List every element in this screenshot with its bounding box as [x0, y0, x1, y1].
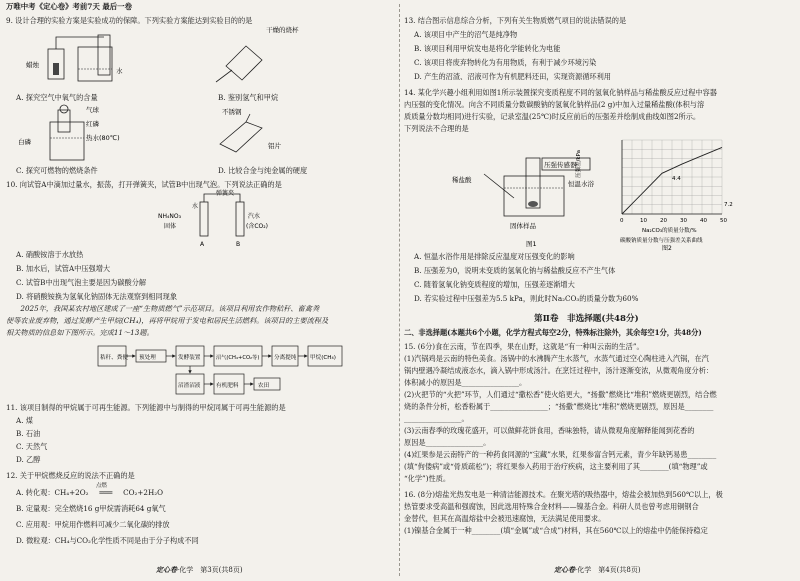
- q11-option-b: B. 石油: [16, 429, 41, 438]
- flow-box-ferment: 发酵装置: [178, 355, 201, 361]
- q9-option-b: B. 鉴别氢气和甲烷: [218, 93, 279, 102]
- q12-option-b: B. 定量观：完全燃烧16 g甲烷需消耗64 g氧气: [16, 504, 166, 513]
- flowchart: [96, 342, 346, 398]
- q9-option-d: D. 比较合金与纯金属的硬度: [218, 166, 308, 175]
- q10-option-c: C. 试管B中出现气泡主要是因为碳酸分解: [16, 278, 147, 287]
- q12-option-c: C. 应用观：甲烷用作燃料可减少二氧化碳的排放: [16, 520, 170, 529]
- footer-right: [554, 565, 641, 575]
- q12a-arrow: 点燃 ═══: [95, 483, 113, 497]
- fig1-caption: 图1: [526, 240, 537, 248]
- q16-line-4: (1)镍基合金属于一种________(填“金属”或“合成”)材料，其在560℃以上的熔盐中仍能保持稳定: [404, 526, 708, 535]
- q15-line-11: (填“佝偻病”或“骨质疏松”)；将红果参入药用于治疗疾病，这主要利用了其________(填“物理”或: [404, 462, 708, 471]
- q9-figure-a: [26, 27, 136, 89]
- q15-line-8: (3)云南春季的玫瑰花盛开，可以做鲜花饼食用，香味独特，请从微观角度解释能闻到花香的: [404, 426, 695, 435]
- q16-line-3: 金替代，但其在高温熔盐中会被迅速腐蚀，无法满足使用要求。: [404, 514, 606, 523]
- q9a-label-candle: 蜡烛: [26, 61, 39, 69]
- q9c-label-hot-water: 热水(80℃): [86, 134, 120, 142]
- section-2-title: 第Ⅱ卷 非选择题(共48分): [534, 314, 639, 324]
- q13-option-b: B. 该项目利用甲烷发电是将化学能转化为电能: [414, 44, 561, 53]
- q10-option-a: A. 硝酸铵溶于水放热: [16, 250, 84, 259]
- q15-line-5: (2)火把节的“火把”环节，人们通过“撒松香”使火焰更大，“扬撒”燃烧比“堆积”燃烧更剧烈，结合燃: [404, 390, 717, 399]
- q15-line-9: 原因是________________。: [404, 438, 491, 447]
- q10-label-solid: 固体: [164, 223, 177, 230]
- flow-box-pretreat: 预处理: [139, 355, 156, 361]
- q9-option-c: C. 探究可燃物的燃烧条件: [16, 166, 98, 175]
- q9c-label-balloon: 气球: [86, 106, 99, 114]
- flow-box-residue: 沼渣沼液: [178, 383, 201, 389]
- q9a-label-water: 水: [116, 67, 123, 75]
- chart-x-tick: 40: [700, 218, 707, 224]
- footer-right-text: ·化学 第4页(共8页): [575, 566, 641, 574]
- page-divider: [399, 4, 400, 576]
- q10-label-water: 水: [192, 203, 199, 210]
- q9-option-a: A. 探究空气中氧气的含量: [16, 93, 98, 102]
- q10-label-soda: 汽水: [248, 213, 261, 220]
- intro-line-1: 2025年，我国某农村地区建成了一座“生物质燃气”示范项目。该项目利用农作物秸秆、畜禽粪: [6, 304, 320, 313]
- chart-ann-72: 7.2: [724, 202, 733, 208]
- q15-line-1: 15. (6分)食在云南，节在四季，果在山野，这就是“有一种叫云南的生活”。: [404, 342, 644, 351]
- flow-box-fertilizer: 有机肥料: [216, 383, 239, 389]
- flow-box-farmland: 农田: [258, 383, 270, 389]
- q10-option-d: D. 将硝酸铵换为氢氧化钠固体无法观察到相同现象: [16, 292, 178, 301]
- q13-option-c: C. 该项目将废弃物转化为有用物质，有利于减少环境污染: [414, 58, 597, 67]
- q16-line-2: 热管要求受高温和强腐蚀，因此选用特殊合金材料——镍基合金。科研人员也曾考虑用铜钢合: [404, 502, 699, 511]
- q9-figure-c: [12, 104, 122, 166]
- intro-line-2: 便等农业废弃物，通过发酵产生甲烷(CH₄)，再将甲烷用于发电和居民生活燃料。该项目的主要流程及: [6, 316, 329, 325]
- chart-y-label: 压强差/kPa: [576, 150, 582, 178]
- q13-option-d: D. 产生的沼渣、沼液可作为有机肥料还田，实现资源循环利用: [414, 72, 611, 81]
- q11-option-a: A. 煤: [16, 416, 33, 425]
- q9-figure-b: [206, 22, 299, 90]
- q15-line-12: “化学”)性质。: [404, 474, 451, 483]
- q10-figure: [156, 190, 296, 248]
- fig1-label-bath: 恒温水浴: [568, 180, 594, 188]
- q13-stem: 13. 结合图示信息综合分析，下列有关生物质燃气项目的说法错误的是: [404, 16, 627, 25]
- q14-line-1: 14. 某化学兴趣小组利用如图1所示装置探究变质程度不同的氢氧化钠样品与稀盐酸反应过程中容器: [404, 88, 717, 97]
- section-2-instructions: 二、非选择题(本题共6个小题，化学方程式每空2分，特殊标注除外，其余每空1分，共48分): [404, 328, 702, 337]
- q9-figure-d: [206, 104, 316, 164]
- fig1-label-sample: 固体样品: [510, 222, 536, 230]
- chart-x-label: Na₂CO₃的质量分数/%: [642, 228, 697, 234]
- q9c-label-red-p: 红磷: [86, 120, 99, 128]
- footer-left-text: ·化学 第3页(共8页): [177, 566, 243, 574]
- page-header: 万唯中考《定心卷》考前7天 最后一卷: [6, 2, 132, 11]
- q12-option-d: D. 微粒观：CH₄与CO₂化学性质不同是由于分子构成不同: [16, 536, 199, 545]
- q15-line-10: (4)红果参是云南特产的一种药食同源的“宝藏”水果，红果参富含钙元素，青少年缺钙易患________: [404, 450, 717, 459]
- q12a-left: A. 转化观：CH₄+2O₂: [16, 488, 89, 497]
- q14-line-3: 质质量分数均相同)进行实验，记录室温(25℃)时反应前后的压强差并绘制成曲线如图2所示。: [404, 112, 701, 121]
- q10-option-b: B. 加水后，试管A中压强增大: [16, 264, 111, 273]
- flow-box-methane: 甲烷(CH₄): [310, 355, 336, 361]
- q10-label-b: B: [236, 241, 241, 248]
- fig1-label-acid: 稀盐酸: [452, 176, 472, 184]
- q9b-label-beaker: 干燥的烧杯: [266, 26, 299, 34]
- footer-left: [156, 565, 243, 575]
- q10-label-a: A: [200, 241, 205, 248]
- q14-option-b: B. 压强差为0，说明未变质的氢氧化钠与稀盐酸反应不产生气体: [414, 266, 616, 275]
- q12a-right: CO₂+2H₂O: [123, 488, 164, 497]
- q14-line-2: 内压强的变化情况。向含不同质量分数碳酸钠的氢氧化钠样品(2 g)中加入过量稀盐酸(体积与溶: [404, 100, 705, 109]
- fig1-label-sensor: 压强传感器: [544, 161, 577, 169]
- chart-x-ticks: [620, 218, 727, 224]
- intro-line-3: 相关物质的信息如下图所示。完成11～13题。: [6, 328, 154, 337]
- flow-box-separate: 分离提纯: [274, 355, 297, 361]
- chart-ann-44: 4.4: [672, 176, 681, 182]
- q15-line-4: 体积减小的原因是________________。: [404, 378, 527, 387]
- left-page: [6, 0, 398, 581]
- q14-line-4: 下列说法不合理的是: [404, 124, 469, 133]
- q10-label-clamp: 弹簧夹: [216, 190, 235, 197]
- q12-stem: 12. 关于甲烷燃烧反应的说法不正确的是: [6, 471, 135, 480]
- q9-stem: 9. 设计合理的实验方案是实验成功的保障。下列实验方案能达到实验目的的是: [6, 16, 253, 25]
- chart-x-tick: 20: [660, 218, 667, 224]
- q9c-label-white-p: 白磷: [18, 138, 31, 146]
- q10-label-nh4no3: NH₄NO₃: [158, 213, 182, 220]
- chart-x-tick: 50: [720, 218, 727, 224]
- q10-label-co2: (含CO₂): [246, 223, 268, 230]
- q15-line-7: ________________。: [404, 414, 469, 423]
- q11-option-c: C. 天然气: [16, 442, 48, 451]
- q14-option-c: C. 随着氢氧化钠变质程度的增加，压强差逐渐增大: [414, 280, 575, 289]
- q16-line-1: 16. (8分)熔盐光热发电是一种清洁能源技术。在聚光塔的吸热器中，熔盐会被加热到560℃以上，极: [404, 490, 723, 499]
- footer-left-brand: 定心卷: [156, 565, 177, 574]
- flow-box-biogas: 沼气(CH₄+CO₂等): [216, 355, 260, 361]
- chart-caption: 图2: [662, 245, 672, 252]
- q12-option-a: [16, 483, 164, 498]
- q14-option-a: A. 恒温水浴作用是排除反应温度对压强变化的影响: [414, 252, 575, 261]
- chart-x-tick: 30: [680, 218, 687, 224]
- chart-x-tick: 10: [640, 218, 647, 224]
- q10-stem: 10. 向试管A中滴加过量水，振荡，打开弹簧夹，试管B中出现气泡。下列说法正确的是: [6, 180, 282, 189]
- footer-right-brand: 定心卷: [554, 565, 575, 574]
- q15-line-3: 锅内壁遇冷凝结成液态水，滴入锅中形成汤汁。在烹饪过程中，汤汁逐渐变浓，从微观角度分析：: [404, 366, 714, 375]
- q14-figure-1: [444, 136, 614, 248]
- q12a-condition: 点燃: [95, 483, 108, 489]
- flow-box-straw: 秸秆、粪便: [100, 355, 128, 361]
- q15-line-6: 烧的条件分析，松香粉属于________________；“扬撒”燃烧比“堆积”燃烧更剧烈，原因是________: [404, 402, 714, 411]
- q11-option-d: D. 乙醇: [16, 455, 41, 464]
- q11-stem: 11. 该项目制得的甲烷属于可再生能源。下列能源中与制得的甲烷同属于可再生能源的是: [6, 403, 286, 412]
- right-page: [404, 0, 796, 581]
- q13-option-a: A. 该项目中产生的沼气是纯净物: [414, 30, 518, 39]
- q14-option-d: D. 若实验过程中压强差为5.5 kPa，则此时Na₂CO₃的质量分数为60%: [414, 294, 639, 303]
- chart-x-tick: 0: [620, 218, 624, 224]
- q9d-label-steel: 不锈钢: [222, 108, 242, 116]
- q15-line-2: (1)汽锅鸡是云南的特色美食。汤锅中的水沸腾产生水蒸气，水蒸气通过空心陶柱进入汽锅，在汽: [404, 354, 709, 363]
- q9d-label-al: 铝片: [268, 142, 281, 150]
- chart-subtitle: 碳酸钠质量分数与压强差关系曲线: [620, 238, 703, 244]
